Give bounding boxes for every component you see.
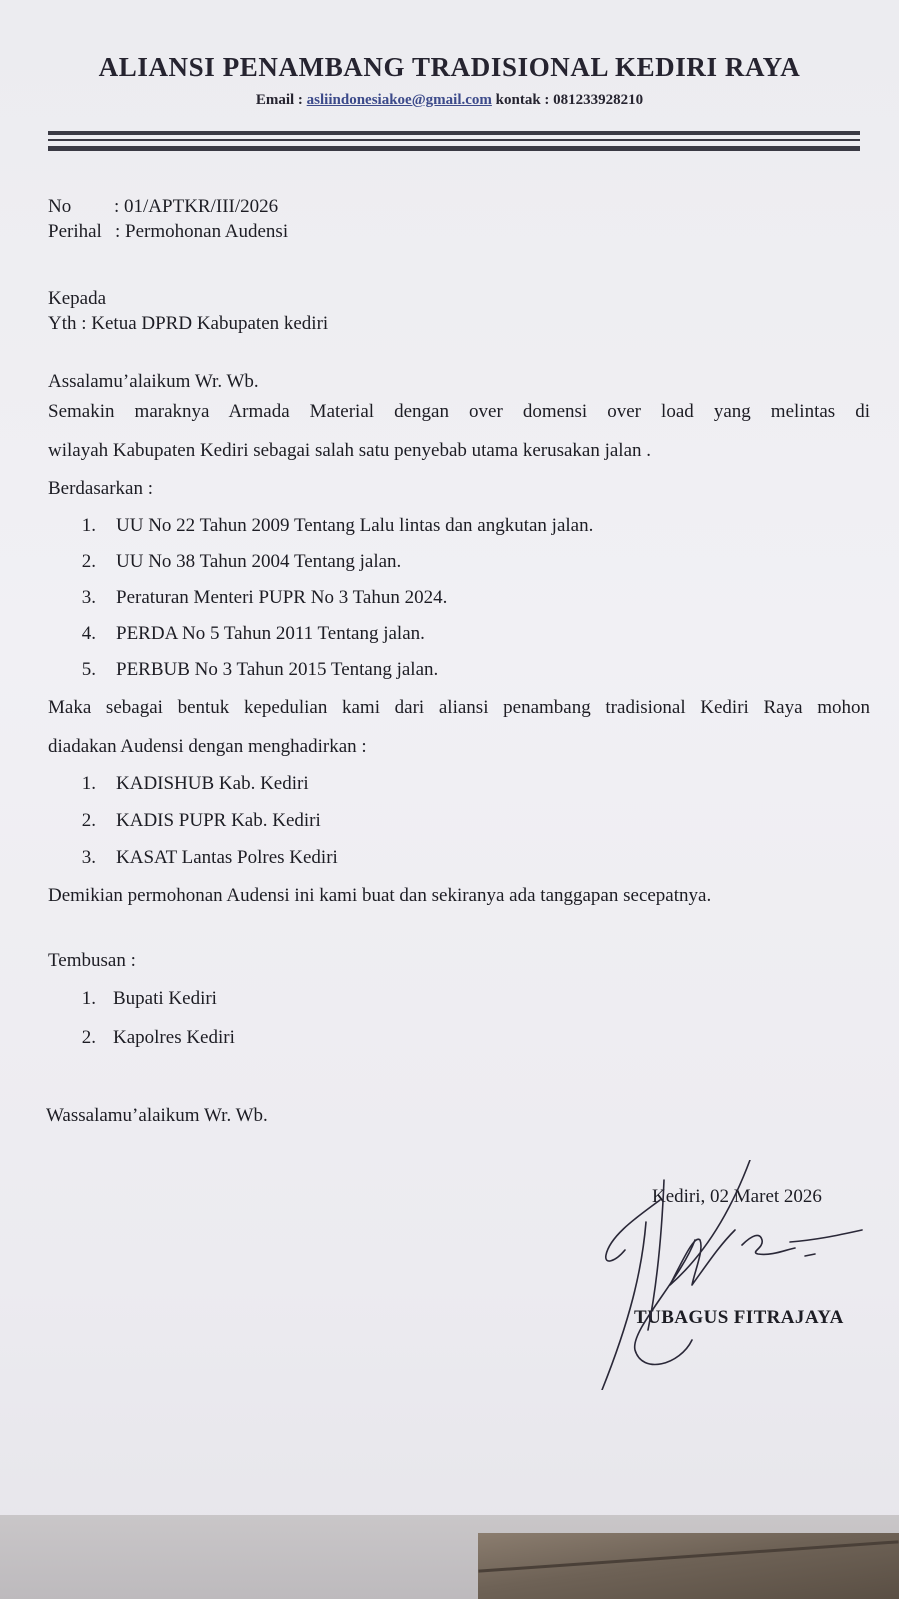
recipient-line-1: Kepada xyxy=(48,288,107,309)
contact-line xyxy=(0,92,899,109)
phone-number: 081233928210 xyxy=(553,92,644,108)
paragraph-2-line-2: diadakan Audensi dengan menghadirkan : xyxy=(48,736,367,757)
contact-label: kontak : xyxy=(495,92,550,108)
cc-item-1: Bupati Kediri xyxy=(113,988,217,1009)
basis-item-1: UU No 22 Tahun 2009 Tentang Lalu lintas dan angkutan jalan. xyxy=(116,515,594,536)
basis-item-5: PERBUB No 3 Tahun 2015 Tentang jalan. xyxy=(116,659,439,680)
number-label: No xyxy=(48,196,72,217)
basis-number-2: 2. xyxy=(81,551,96,572)
basis-number-3: 3. xyxy=(81,587,96,608)
wooden-surface xyxy=(478,1533,899,1599)
place-date: Kediri, 02 Maret 2026 xyxy=(652,1186,822,1207)
basis-number-4: 4. xyxy=(81,623,96,644)
recipient-line-2: Yth : Ketua DPRD Kabupaten kediri xyxy=(48,313,329,334)
invitee-number-3: 3. xyxy=(81,847,96,868)
basis-label: Berdasarkan : xyxy=(48,478,153,499)
cc-item-2: Kapolres Kediri xyxy=(113,1027,235,1048)
basis-item-2: UU No 38 Tahun 2004 Tentang jalan. xyxy=(116,551,402,572)
paragraph-1-line-2: wilayah Kabupaten Kediri sebagai salah satu penyebab utama kerusakan jalan . xyxy=(48,440,652,461)
closing-sentence: Demikian permohonan Audensi ini kami buat dan sekiranya ada tanggapan secepatnya. xyxy=(48,885,712,906)
email-link[interactable]: asliindonesiakoe@gmail.com xyxy=(306,92,492,108)
greeting: Assalamu’alaikum Wr. Wb. xyxy=(48,371,259,392)
desk-background xyxy=(0,1515,899,1599)
invitee-item-2: KADIS PUPR Kab. Kediri xyxy=(116,810,321,831)
farewell: Wassalamu’alaikum Wr. Wb. xyxy=(46,1105,268,1126)
handwritten-signature xyxy=(600,1160,870,1390)
signatory-name: TUBAGUS FITRAJAYA xyxy=(634,1307,844,1328)
invitee-number-2: 2. xyxy=(81,810,96,831)
cc-label: Tembusan : xyxy=(48,950,136,971)
email-label: Email : xyxy=(255,92,303,108)
cc-number-2: 2. xyxy=(81,1027,96,1048)
paragraph-2-line-1: Maka sebagai bentuk kepedulian kami dari aliansi penambang tradisional Kediri Raya mohon xyxy=(48,697,870,718)
basis-number-5: 5. xyxy=(81,659,96,680)
basis-item-4: PERDA No 5 Tahun 2011 Tentang jalan. xyxy=(116,623,425,644)
paragraph-1-line-1: Semakin maraknya Armada Material dengan over domensi over load yang melintas di xyxy=(48,401,870,422)
basis-number-1: 1. xyxy=(81,515,96,536)
header-rule-top xyxy=(48,131,860,135)
subject-label: Perihal xyxy=(48,221,102,242)
header-rule-middle xyxy=(48,139,860,141)
invitee-number-1: 1. xyxy=(81,773,96,794)
header-rule-bottom xyxy=(48,146,860,151)
number-value: : 01/APTKR/III/2026 xyxy=(114,196,279,217)
cc-number-1: 1. xyxy=(81,988,96,1009)
basis-item-3: Peraturan Menteri PUPR No 3 Tahun 2024. xyxy=(116,587,448,608)
invitee-item-1: KADISHUB Kab. Kediri xyxy=(116,773,309,794)
invitee-item-3: KASAT Lantas Polres Kediri xyxy=(116,847,338,868)
organization-title: ALIANSI PENAMBANG TRADISIONAL KEDIRI RAYA xyxy=(98,52,801,82)
subject-value: : Permohonan Audensi xyxy=(115,221,289,242)
